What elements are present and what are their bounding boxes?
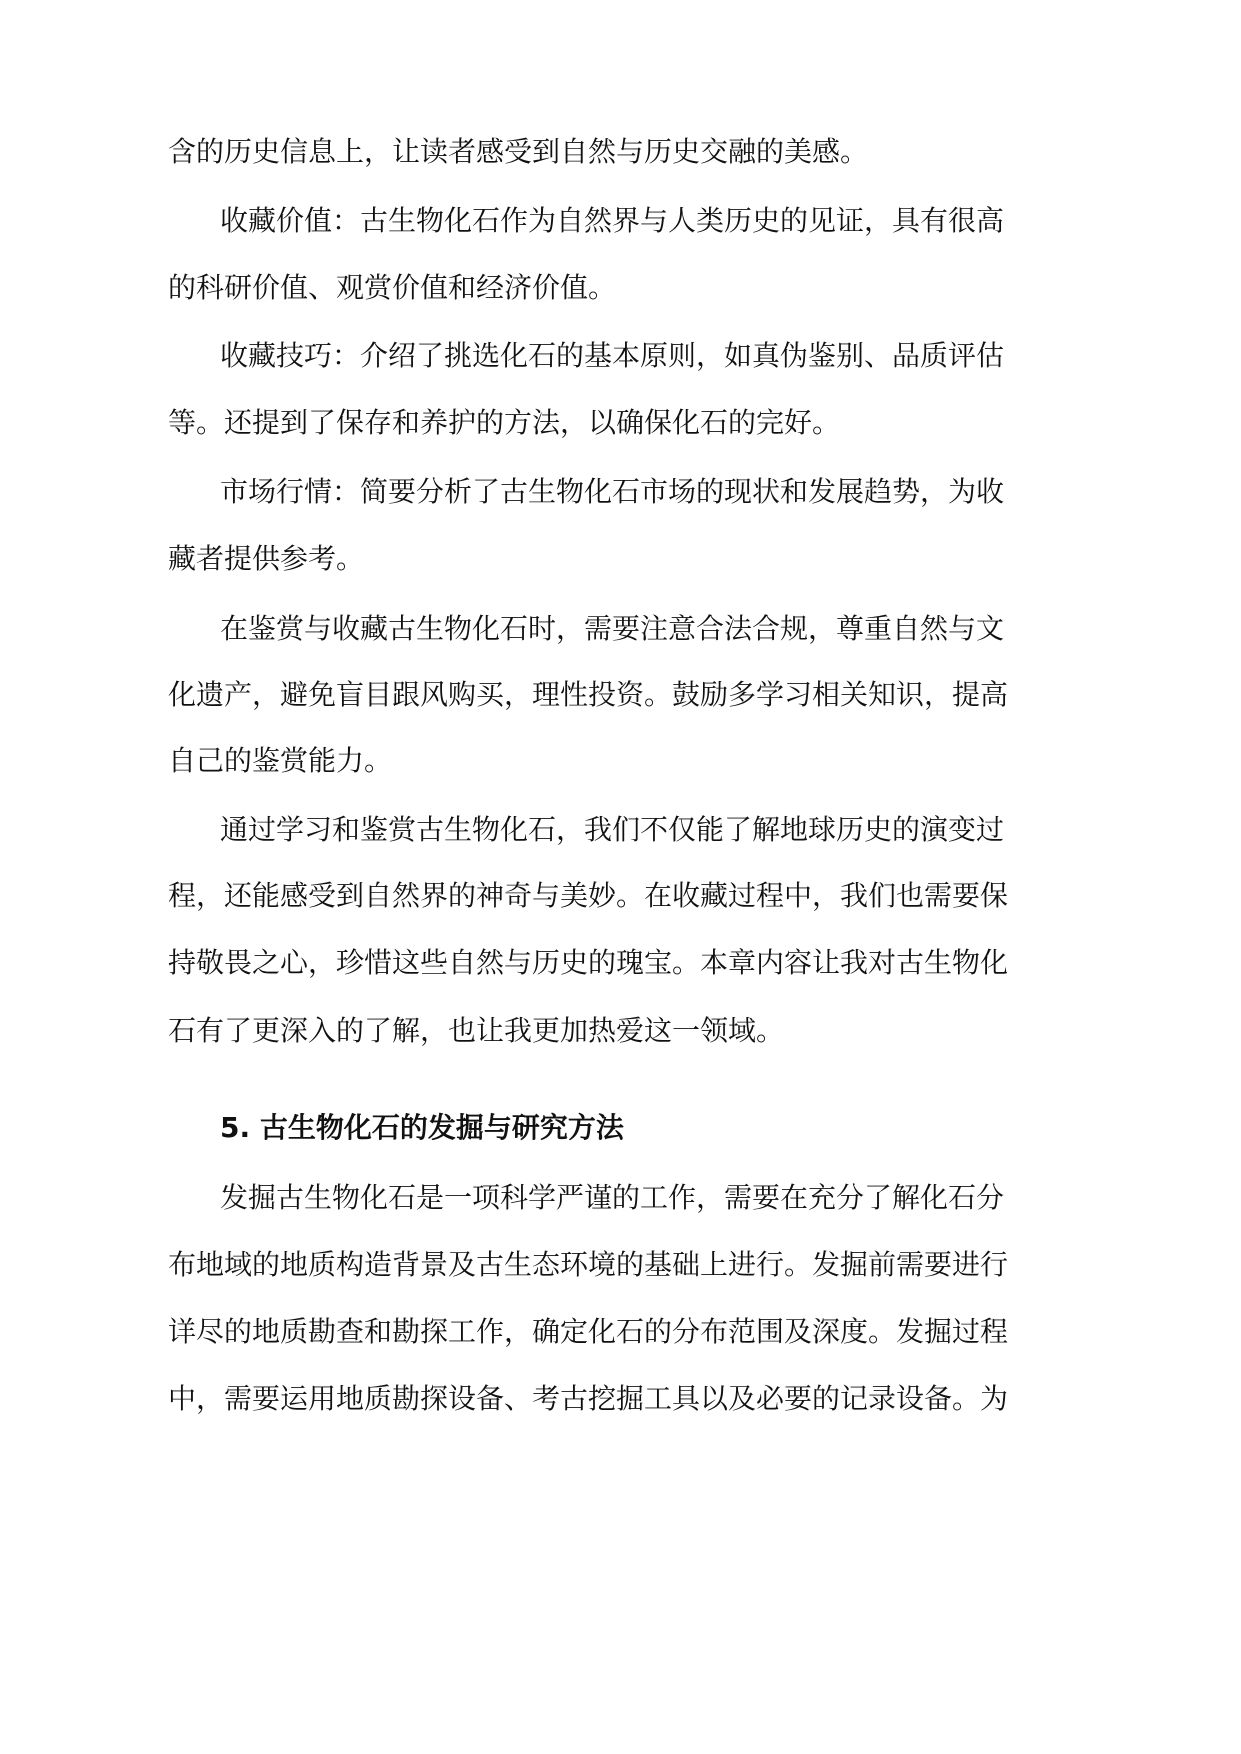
text-line: 等。还提到了保存和养护的方法，以确保化石的完好。 [168, 406, 841, 439]
text-line: 石有了更深入的了解，也让我更加热爱这一领域。 [168, 1014, 785, 1047]
text-line: 中，需要运用地质勘探设备、考古挖掘工具以及必要的记录设备。为 [168, 1382, 1009, 1415]
text-line: 通过学习和鉴赏古生物化石，我们不仅能了解地球历史的演变过 [220, 813, 1005, 846]
text-line: 收藏价值：古生物化石作为自然界与人类历史的见证，具有很高 [220, 204, 1005, 237]
text-line: 自己的鉴赏能力。 [168, 744, 393, 777]
text-line: 的科研价值、观赏价值和经济价值。 [168, 271, 617, 304]
text-line: 市场行情：简要分析了古生物化石市场的现状和发展趋势，为收 [220, 475, 1005, 508]
text-line: 在鉴赏与收藏古生物化石时，需要注意合法合规，尊重自然与文 [220, 612, 1005, 645]
text-line: 详尽的地质勘查和勘探工作，确定化石的分布范围及深度。发掘过程 [168, 1315, 1009, 1348]
text-line: 布地域的地质构造背景及古生态环境的基础上进行。发掘前需要进行 [168, 1248, 1009, 1281]
text-line: 收藏技巧：介绍了挑选化石的基本原则，如真伪鉴别、品质评估 [220, 339, 1005, 372]
text-line: 程，还能感受到自然界的神奇与美妙。在收藏过程中，我们也需要保 [168, 879, 1009, 912]
section-heading: 5. 古生物化石的发掘与研究方法 [220, 1111, 624, 1144]
text-line: 化遗产，避免盲目跟风购买，理性投资。鼓励多学习相关知识，提高 [168, 678, 1009, 711]
text-line: 含的历史信息上，让读者感受到自然与历史交融的美感。 [168, 135, 869, 168]
text-line: 藏者提供参考。 [168, 542, 365, 575]
text-line: 持敬畏之心，珍惜这些自然与历史的瑰宝。本章内容让我对古生物化 [168, 946, 1009, 979]
text-line: 发掘古生物化石是一项科学严谨的工作，需要在充分了解化石分 [220, 1181, 1005, 1214]
